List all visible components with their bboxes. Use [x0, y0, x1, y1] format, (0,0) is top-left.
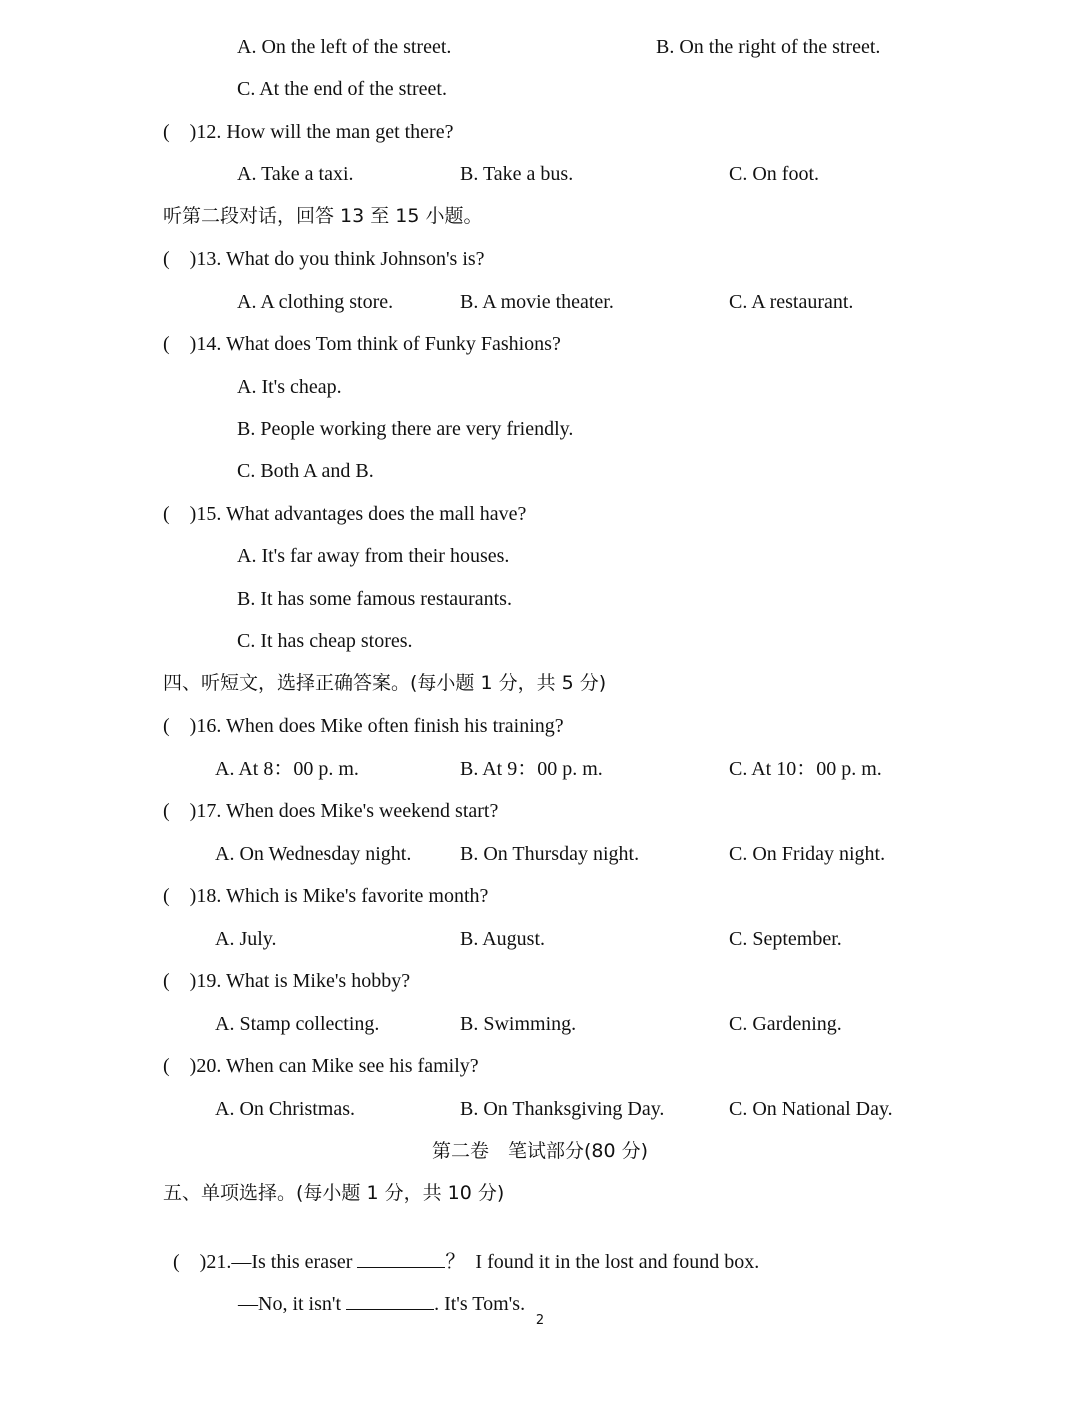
q21-question-line2 [228, 1265, 525, 1317]
q14-option-b: B. People working there are very friendly. [237, 418, 574, 440]
q11-option-c: C. At the end of the street. [237, 78, 447, 100]
q14-question: ( )14. What does Tom think of Funky Fashions? [163, 333, 561, 355]
q18-option-a: A. July. [215, 928, 277, 950]
part2-title: 第二卷 笔试部分(80 分) [431, 1140, 649, 1162]
q16-option-a: A. At 8：00 p. m. [215, 758, 359, 780]
q19-question: ( )19. What is Mike's hobby? [163, 970, 411, 992]
q13-option-a: A. A clothing store. [237, 291, 394, 313]
q19-option-c: C. Gardening. [729, 1013, 842, 1035]
q20-option-c: C. On National Day. [729, 1098, 893, 1120]
q18-option-c: C. September. [729, 928, 842, 950]
q17-question: ( )17. When does Mike's weekend start? [163, 800, 499, 822]
q16-option-c: C. At 10：00 p. m. [729, 758, 882, 780]
q17-option-c: C. On Friday night. [729, 843, 886, 865]
q21-blank-2 [346, 1291, 434, 1310]
q15-option-a: A. It's far away from their houses. [237, 545, 510, 567]
q14-option-c: C. Both A and B. [237, 460, 374, 482]
q17-option-a: A. On Wednesday night. [215, 843, 412, 865]
section5-heading: 五、单项选择。(每小题 1 分，共 10 分) [163, 1182, 505, 1204]
q15-option-b: B. It has some famous restaurants. [237, 588, 512, 610]
q12-option-a: A. Take a taxi. [237, 163, 354, 185]
q12-option-b: B. Take a bus. [460, 163, 574, 185]
q15-question: ( )15. What advantages does the mall have? [163, 503, 527, 525]
q12-question: ( )12. How will the man get there? [163, 121, 454, 143]
q11-option-a: A. On the left of the street. [237, 36, 452, 58]
q15-option-c: C. It has cheap stores. [237, 630, 413, 652]
q20-option-b: B. On Thanksgiving Day. [460, 1098, 665, 1120]
q13-option-c: C. A restaurant. [729, 291, 854, 313]
q18-question: ( )18. Which is Mike's favorite month? [163, 885, 489, 907]
q16-option-b: B. At 9：00 p. m. [460, 758, 603, 780]
q16-question: ( )16. When does Mike often finish his training? [163, 715, 564, 737]
q20-option-a: A. On Christmas. [215, 1098, 355, 1120]
q13-option-b: B. A movie theater. [460, 291, 614, 313]
q21-line2-start: —No, it isn't [238, 1293, 347, 1315]
q20-question: ( )20. When can Mike see his family? [163, 1055, 479, 1077]
q21-line1-start: ( )21.—Is this eraser [173, 1251, 358, 1273]
page-number: 2 [535, 1313, 545, 1328]
q21-line2-end: . It's Tom's. [434, 1293, 526, 1315]
q11-option-b: B. On the right of the street. [656, 36, 881, 58]
q18-option-b: B. August. [460, 928, 546, 950]
q13-question: ( )13. What do you think Johnson's is? [163, 248, 485, 270]
section4-heading: 四、听短文，选择正确答案。(每小题 1 分，共 5 分) [163, 672, 607, 694]
q19-option-b: B. Swimming. [460, 1013, 577, 1035]
q17-option-b: B. On Thursday night. [460, 843, 640, 865]
q14-option-a: A. It's cheap. [237, 376, 342, 398]
q12-option-c: C. On foot. [729, 163, 819, 185]
section-dialog2-heading: 听第二段对话，回答 13 至 15 小题。 [163, 205, 483, 227]
q19-option-a: A. Stamp collecting. [215, 1013, 380, 1035]
q21-line1-end: ？ I found it in the lost and found box. [445, 1251, 760, 1273]
